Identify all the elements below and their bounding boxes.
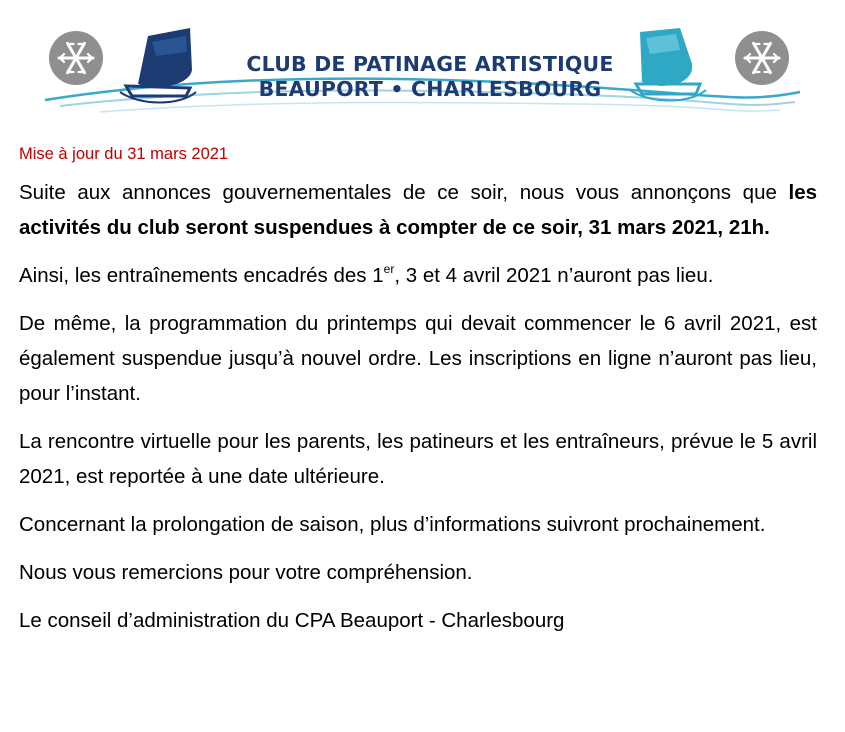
paragraph-signature: Le conseil d’administration du CPA Beauport - Charlesbourg	[19, 609, 565, 632]
paragraph-training-text-end: , 3 et 4 avril 2021 n’auront pas lieu.	[394, 264, 714, 287]
snowflake-icon	[735, 31, 789, 85]
paragraph-suspension	[19, 175, 817, 245]
club-name-line1: CLUB DE PATINAGE ARTISTIQUE	[246, 52, 614, 76]
skate-icon	[120, 28, 196, 103]
update-date-note: Mise à jour du 31 mars 2021	[19, 145, 229, 163]
paragraph-thanks: Nous vous remercions pour votre compréhension.	[19, 561, 473, 584]
paragraph-training	[19, 258, 817, 293]
paragraph-spring-program: De même, la programmation du printemps qui devait commencer le 6 avril 2021, est également suspendue jusqu’à nouvel ordre. Les inscriptions en ligne n’auront pas lieu, pour l’instant.	[19, 312, 817, 405]
paragraph-season-extension: Concernant la prolongation de saison, plus d’informations suivront prochainement.	[19, 513, 766, 536]
paragraph-virtual-meeting: La rencontre virtuelle pour les parents, les patineurs et les entraîneurs, prévue le 5 avril 2021, est reportée à une date ultérieure.	[19, 430, 817, 488]
paragraph-suspension-bold: les activités du club seront suspendues à compter de ce soir, 31 mars 2021, 21h.	[19, 181, 817, 239]
club-logo-banner	[40, 22, 805, 122]
club-name-line2: BEAUPORT • CHARLESBOURG	[258, 77, 602, 101]
club-name	[220, 52, 640, 102]
ordinal-superscript: er	[383, 262, 395, 276]
announcement-body	[19, 142, 817, 651]
paragraph-training-text: Ainsi, les entraînements encadrés des 1	[19, 264, 384, 287]
snowflake-icon	[49, 31, 103, 85]
paragraph-suspension-intro: Suite aux annonces gouvernementales de ce soir, nous vous annonçons que	[19, 181, 789, 204]
